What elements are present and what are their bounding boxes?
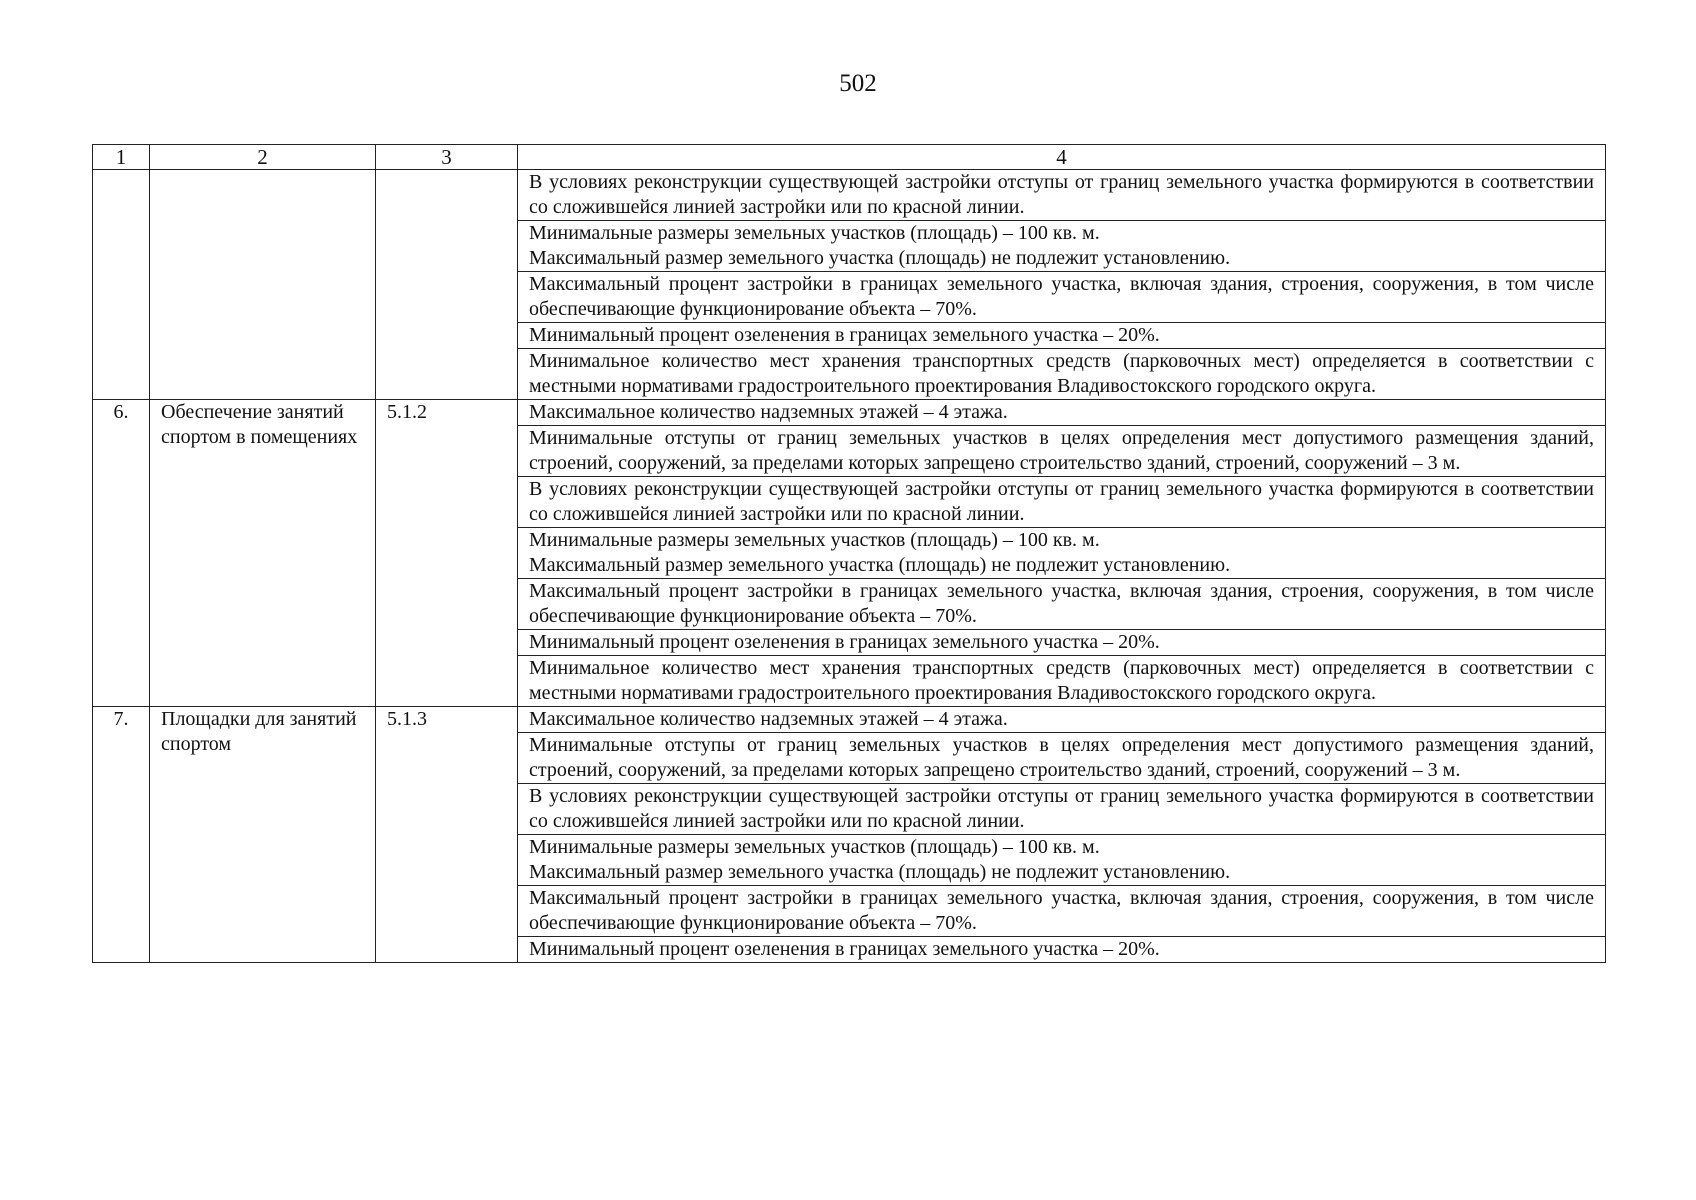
table-row bbox=[93, 400, 1606, 707]
parameter-text: В условиях реконструкции существующей застройки отступы от границ земельного участка формируются в соответствии со сложившейся линией застройки или по красной линии. bbox=[529, 171, 1594, 218]
parameter-item bbox=[518, 886, 1605, 937]
parameter-text: Максимальное количество надземных этажей – 4 этажа. bbox=[529, 401, 1008, 423]
land-use-name bbox=[150, 170, 376, 400]
regulations-table bbox=[92, 144, 1606, 963]
parameter-item bbox=[518, 579, 1605, 630]
land-use-name: Площадки для занятий спортом bbox=[150, 707, 376, 963]
parameters-cell bbox=[518, 707, 1606, 963]
parameter-text: В условиях реконструкции существующей застройки отступы от границ земельного участка формируются в соответствии со сложившейся линией застройки или по красной линии. bbox=[529, 478, 1594, 525]
parameter-item bbox=[518, 630, 1605, 656]
page-number: 502 bbox=[839, 70, 877, 97]
table-header-row bbox=[93, 145, 1606, 170]
parameter-item bbox=[518, 784, 1605, 835]
parameter-item bbox=[518, 528, 1605, 579]
parameter-text: Минимальный процент озеленения в границах земельного участка – 20%. bbox=[529, 631, 1160, 653]
land-use-code: 5.1.2 bbox=[376, 400, 518, 707]
parameter-item bbox=[518, 400, 1605, 426]
parameter-text: Максимальный размер земельного участка (площадь) не подлежит установлению. bbox=[529, 554, 1231, 576]
parameter-item bbox=[518, 323, 1605, 349]
header-col-4: 4 bbox=[518, 145, 1606, 170]
parameter-text: Максимальное количество надземных этажей – 4 этажа. bbox=[529, 708, 1008, 730]
parameter-item bbox=[518, 426, 1605, 477]
parameter-item bbox=[518, 349, 1605, 399]
parameter-item bbox=[518, 272, 1605, 323]
parameter-item bbox=[518, 707, 1605, 733]
header-col-2: 2 bbox=[150, 145, 376, 170]
parameter-text: Минимальное количество мест хранения транспортных средств (парковочных мест) определяется в соответствии с местными нормативами градостроительного проектирования Владивостокского городского округа. bbox=[529, 350, 1594, 397]
parameter-item bbox=[518, 733, 1605, 784]
header-col-3: 3 bbox=[376, 145, 518, 170]
parameter-text: Минимальные отступы от границ земельных участков в целях определения мест допустимого размещения зданий, строений, сооружений, за пределами которых запрещено строительство зданий, строений, сооружений – 3 м. bbox=[529, 427, 1594, 474]
parameter-text: В условиях реконструкции существующей застройки отступы от границ земельного участка формируются в соответствии со сложившейся линией застройки или по красной линии. bbox=[529, 785, 1594, 832]
parameter-text: Минимальный процент озеленения в границах земельного участка – 20%. bbox=[529, 324, 1160, 346]
row-number: 6. bbox=[93, 400, 150, 707]
table-row bbox=[93, 707, 1606, 963]
parameter-item bbox=[518, 835, 1605, 886]
table-body bbox=[93, 170, 1606, 963]
parameters-cell bbox=[518, 170, 1606, 400]
header-col-1: 1 bbox=[93, 145, 150, 170]
parameter-text: Максимальный процент застройки в границах земельного участка, включая здания, строения, сооружения, в том числе обеспечивающие функционирование объекта – 70%. bbox=[529, 273, 1594, 320]
parameter-text: Минимальные размеры земельных участков (площадь) – 100 кв. м. bbox=[529, 529, 1100, 551]
parameter-item bbox=[518, 477, 1605, 528]
land-use-code bbox=[376, 170, 518, 400]
parameter-text: Минимальные размеры земельных участков (площадь) – 100 кв. м. bbox=[529, 222, 1100, 244]
parameter-item bbox=[518, 221, 1605, 272]
parameter-item bbox=[518, 656, 1605, 706]
parameter-text: Максимальный размер земельного участка (площадь) не подлежит установлению. bbox=[529, 247, 1231, 269]
parameter-text: Максимальный размер земельного участка (площадь) не подлежит установлению. bbox=[529, 861, 1231, 883]
parameter-text: Минимальные отступы от границ земельных участков в целях определения мест допустимого размещения зданий, строений, сооружений, за пределами которых запрещено строительство зданий, строений, сооружений – 3 м. bbox=[529, 734, 1594, 781]
parameters-cell bbox=[518, 400, 1606, 707]
row-number bbox=[93, 170, 150, 400]
parameter-text: Минимальный процент озеленения в границах земельного участка – 20%. bbox=[529, 938, 1160, 960]
parameter-item bbox=[518, 937, 1605, 962]
parameter-text: Минимальные размеры земельных участков (площадь) – 100 кв. м. bbox=[529, 836, 1100, 858]
land-use-code: 5.1.3 bbox=[376, 707, 518, 963]
parameter-text: Минимальное количество мест хранения транспортных средств (парковочных мест) определяется в соответствии с местными нормативами градостроительного проектирования Владивостокского городского округа. bbox=[529, 657, 1594, 704]
parameter-text: Максимальный процент застройки в границах земельного участка, включая здания, строения, сооружения, в том числе обеспечивающие функционирование объекта – 70%. bbox=[529, 887, 1594, 934]
row-number: 7. bbox=[93, 707, 150, 963]
parameter-text: Максимальный процент застройки в границах земельного участка, включая здания, строения, сооружения, в том числе обеспечивающие функционирование объекта – 70%. bbox=[529, 580, 1594, 627]
parameter-item bbox=[518, 170, 1605, 221]
table-row bbox=[93, 170, 1606, 400]
land-use-name: Обеспечение занятий спортом в помещениях bbox=[150, 400, 376, 707]
